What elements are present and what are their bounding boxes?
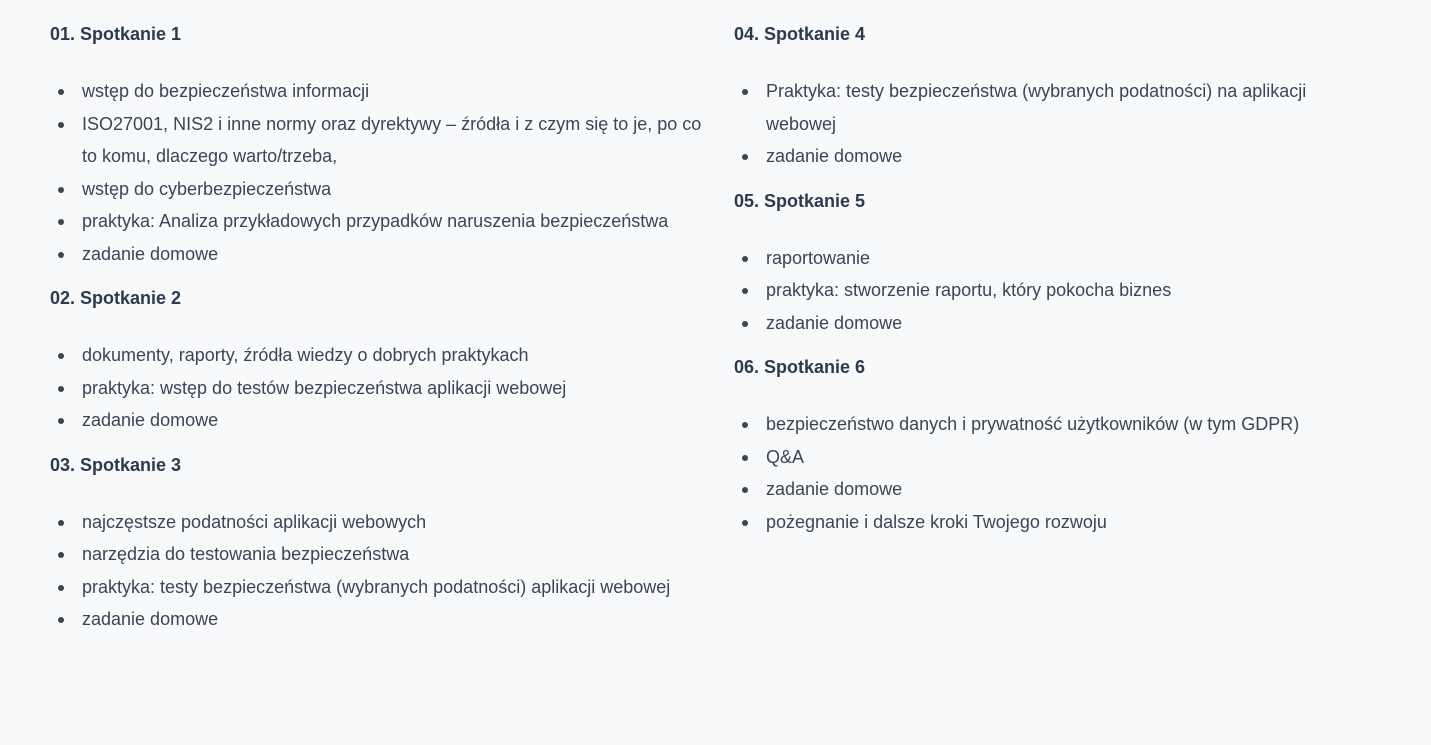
- topic-item: praktyka: wstęp do testów bezpieczeństwa aplikacji webowej: [50, 372, 720, 405]
- session-topic-list: [734, 379, 1374, 538]
- topic-item: narzędzia do testowania bezpieczeństwa: [50, 538, 720, 571]
- topic-item: raportowanie: [734, 242, 1374, 275]
- topic-item: bezpieczeństwo danych i prywatność użytkowników (w tym GDPR): [734, 408, 1374, 441]
- session-6: [734, 339, 1374, 538]
- program-column-left: [50, 0, 720, 636]
- topic-item: Praktyka: testy bezpieczeństwa (wybranych podatności) na aplikacji webowej: [734, 75, 1374, 140]
- session-2: [50, 270, 720, 437]
- session-topic-list: [50, 477, 720, 636]
- topic-item: zadanie domowe: [734, 307, 1374, 340]
- topic-item: praktyka: stworzenie raportu, który pokocha biznes: [734, 274, 1374, 307]
- session-topic-list: [734, 46, 1374, 173]
- session-4: [734, 0, 1374, 173]
- topic-item: zadanie domowe: [734, 473, 1374, 506]
- session-title: 01. Spotkanie 1: [50, 24, 182, 44]
- session-1: [50, 0, 720, 270]
- topic-item: zadanie domowe: [50, 603, 720, 636]
- session-5: [734, 173, 1374, 340]
- topic-item: praktyka: testy bezpieczeństwa (wybranych podatności) aplikacji webowej: [50, 571, 720, 604]
- session-title: 06. Spotkanie 6: [734, 357, 866, 377]
- topic-item: wstęp do cyberbezpieczeństwa: [50, 173, 720, 206]
- topic-item: zadanie domowe: [50, 238, 720, 271]
- session-title: 05. Spotkanie 5: [734, 190, 866, 211]
- session-topic-list: [734, 213, 1374, 340]
- topic-item: pożegnanie i dalsze kroki Twojego rozwoju: [734, 506, 1374, 539]
- session-title: 02. Spotkanie 2: [50, 288, 182, 308]
- topic-item: zadanie domowe: [734, 140, 1374, 173]
- topic-item: praktyka: Analiza przykładowych przypadków naruszenia bezpieczeństwa: [50, 205, 720, 238]
- topic-item: ISO27001, NIS2 i inne normy oraz dyrektywy – źródła i z czym się to je, po co to komu, dlaczego warto/trzeba,: [50, 108, 720, 173]
- session-title: 03. Spotkanie 3: [50, 454, 182, 475]
- topic-item: wstęp do bezpieczeństwa informacji: [50, 75, 720, 108]
- session-topic-list: [50, 310, 720, 437]
- topic-item: najczęstsze podatności aplikacji webowych: [50, 506, 720, 539]
- topic-item: Q&A: [734, 441, 1374, 474]
- session-title: 04. Spotkanie 4: [734, 24, 866, 44]
- topic-item: zadanie domowe: [50, 404, 720, 437]
- topic-item: dokumenty, raporty, źródła wiedzy o dobrych praktykach: [50, 339, 720, 372]
- program-column-right: [734, 0, 1374, 538]
- session-3: [50, 437, 720, 636]
- session-topic-list: [50, 46, 720, 270]
